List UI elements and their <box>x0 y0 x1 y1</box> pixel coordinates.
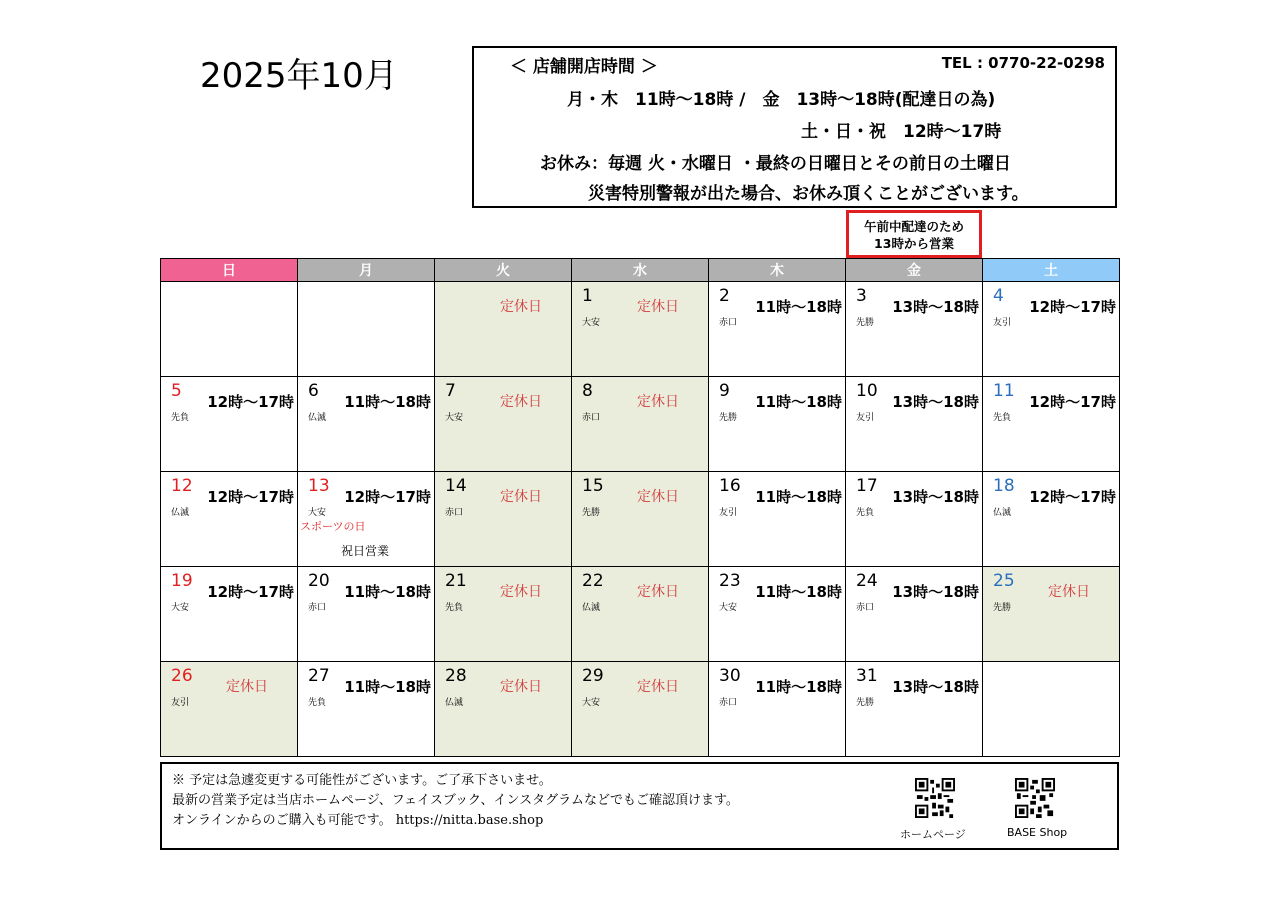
day-number: 28 <box>445 666 467 686</box>
store-hours-box <box>472 46 1117 208</box>
calendar-day-cell <box>161 662 298 757</box>
opening-hours: 13時〜18時 <box>892 678 979 696</box>
homepage-qr-label: ホームページ <box>900 828 966 841</box>
closed-day-label: 定休日 <box>637 584 679 600</box>
calendar-day-cell <box>161 567 298 662</box>
day-number: 16 <box>719 476 741 496</box>
calendar-day-cell <box>161 377 298 472</box>
day-number: 31 <box>856 666 878 686</box>
day-number: 26 <box>171 666 193 686</box>
rokuyo-label: 友引 <box>171 698 190 708</box>
calendar-day-cell <box>298 567 435 662</box>
calendar-body <box>161 282 1120 757</box>
rokuyo-label: 先負 <box>856 508 875 518</box>
base-shop-qr-label: BASE Shop <box>1007 826 1068 839</box>
weekday-header: 金 <box>846 259 983 282</box>
calendar-day-cell <box>435 472 572 567</box>
opening-hours: 11時〜18時 <box>755 393 842 411</box>
calendar-day-cell <box>846 472 983 567</box>
weekday-header-row <box>161 259 1120 282</box>
day-number: 5 <box>171 381 182 401</box>
rokuyo-label: 先勝 <box>856 318 875 328</box>
month-title: 2025年10月 <box>200 56 398 96</box>
calendar-day-cell <box>983 662 1120 757</box>
opening-hours: 13時〜18時 <box>892 393 979 411</box>
day-number: 27 <box>308 666 330 686</box>
rokuyo-label: 大安 <box>308 508 327 518</box>
hours-heading: ＜ 店舗開店時間 ＞ <box>510 57 658 77</box>
closed-day-label: 定休日 <box>500 299 542 315</box>
day-number: 29 <box>582 666 604 686</box>
day-number: 9 <box>719 381 730 401</box>
rokuyo-label: 友引 <box>993 318 1012 328</box>
calendar-day-cell <box>572 567 709 662</box>
calendar-day-cell <box>298 377 435 472</box>
opening-hours: 11時〜18時 <box>755 583 842 601</box>
rokuyo-label: 先勝 <box>719 413 738 423</box>
rokuyo-label: 仏滅 <box>993 508 1012 518</box>
base-shop-qr-icon[interactable] <box>1012 778 1058 818</box>
day-number: 21 <box>445 571 467 591</box>
day-number: 2 <box>719 286 730 306</box>
day-number: 7 <box>445 381 456 401</box>
friday-notice-line2: 13時から営業 <box>874 236 954 251</box>
day-number: 22 <box>582 571 604 591</box>
calendar-day-cell <box>298 472 435 567</box>
day-number: 13 <box>308 476 330 496</box>
opening-hours: 12時〜17時 <box>1029 393 1116 411</box>
day-number: 8 <box>582 381 593 401</box>
holiday-open-note: 祝日営業 <box>341 544 390 558</box>
day-number: 12 <box>171 476 193 496</box>
opening-hours: 13時〜18時 <box>892 298 979 316</box>
footer-box <box>160 762 1119 850</box>
calendar-day-cell <box>161 282 298 377</box>
rokuyo-label: 仏滅 <box>171 508 190 518</box>
closed-day-label: 定休日 <box>1048 584 1090 600</box>
closed-day-label: 定休日 <box>637 394 679 410</box>
opening-hours: 11時〜18時 <box>755 298 842 316</box>
opening-hours: 11時〜18時 <box>344 583 431 601</box>
calendar-day-cell <box>435 567 572 662</box>
calendar-day-cell <box>983 472 1120 567</box>
opening-hours: 13時〜18時 <box>892 488 979 506</box>
day-number: 6 <box>308 381 319 401</box>
friday-notice-line1: 午前中配達のため <box>863 219 964 234</box>
disaster-notice: 災害特別警報が出た場合、お休み頂くことがございます。 <box>588 184 1029 204</box>
closed-day-label: 定休日 <box>500 679 542 695</box>
hours-weekday: 月・木 11時〜18時 / 金 13時〜18時(配達日の為) <box>567 90 996 110</box>
rokuyo-label: 先勝 <box>993 603 1012 613</box>
rokuyo-label: 先勝 <box>582 508 601 518</box>
opening-hours: 13時〜18時 <box>892 583 979 601</box>
rokuyo-label: 仏滅 <box>445 698 464 708</box>
calendar-day-cell <box>846 377 983 472</box>
rokuyo-label: 先負 <box>993 413 1012 423</box>
calendar-day-cell <box>709 377 846 472</box>
friday-notice <box>846 210 982 258</box>
rokuyo-label: 赤口 <box>445 508 464 518</box>
closed-day-label: 定休日 <box>226 679 268 695</box>
day-number: 23 <box>719 571 741 591</box>
day-number: 4 <box>993 286 1004 306</box>
day-number: 30 <box>719 666 741 686</box>
homepage-qr-icon[interactable] <box>912 778 958 818</box>
rokuyo-label: 先勝 <box>856 698 875 708</box>
closed-day-label: 定休日 <box>500 584 542 600</box>
rokuyo-label: 友引 <box>856 413 875 423</box>
opening-hours: 12時〜17時 <box>207 488 294 506</box>
rokuyo-label: 赤口 <box>308 603 327 613</box>
opening-hours: 11時〜18時 <box>755 488 842 506</box>
opening-hours: 12時〜17時 <box>1029 298 1116 316</box>
day-number: 20 <box>308 571 330 591</box>
closed-day-label: 定休日 <box>637 299 679 315</box>
calendar-day-cell <box>572 282 709 377</box>
rokuyo-label: 赤口 <box>719 698 738 708</box>
day-number: 25 <box>993 571 1015 591</box>
opening-hours: 12時〜17時 <box>344 488 431 506</box>
calendar-week-row <box>161 472 1120 567</box>
rokuyo-label: 大安 <box>582 318 601 328</box>
day-number: 24 <box>856 571 878 591</box>
calendar-day-cell <box>572 472 709 567</box>
opening-hours: 12時〜17時 <box>207 583 294 601</box>
phone-number: TEL : 0770-22-0298 <box>941 54 1105 72</box>
opening-hours: 12時〜17時 <box>1029 488 1116 506</box>
calendar-week-row <box>161 567 1120 662</box>
weekday-header: 月 <box>298 259 435 282</box>
calendar-day-cell <box>435 662 572 757</box>
day-number: 17 <box>856 476 878 496</box>
rokuyo-label: 大安 <box>719 603 738 613</box>
calendar-day-cell <box>983 377 1120 472</box>
closed-day-label: 定休日 <box>637 679 679 695</box>
rokuyo-label: 大安 <box>445 413 464 423</box>
calendar-week-row <box>161 662 1120 757</box>
closed-day-label: 定休日 <box>500 394 542 410</box>
holiday-name: スポーツの日 <box>300 520 366 533</box>
rokuyo-label: 大安 <box>171 603 190 613</box>
rokuyo-label: 友引 <box>719 508 738 518</box>
weekday-header: 日 <box>161 259 298 282</box>
weekday-header: 土 <box>983 259 1120 282</box>
closed-days: お休み：毎週 火・水曜日 ・最終の日曜日とその前日の土曜日 <box>540 154 1011 174</box>
opening-hours: 11時〜18時 <box>344 393 431 411</box>
footer-note-2: 最新の営業予定は当店ホームページ、フェイスブック、インスタグラムなどでもご確認頂けます。 <box>172 793 739 808</box>
rokuyo-label: 仏滅 <box>308 413 327 423</box>
calendar-day-cell <box>572 377 709 472</box>
day-number: 15 <box>582 476 604 496</box>
weekday-header: 火 <box>435 259 572 282</box>
rokuyo-label: 先負 <box>445 603 464 613</box>
calendar-day-cell <box>435 377 572 472</box>
rokuyo-label: 大安 <box>582 698 601 708</box>
day-number: 14 <box>445 476 467 496</box>
weekday-header: 木 <box>709 259 846 282</box>
footer-note-1: ※ 予定は急遽変更する可能性がございます。ご了承下さいませ。 <box>172 773 552 788</box>
calendar-day-cell <box>709 282 846 377</box>
day-number: 10 <box>856 381 878 401</box>
opening-hours: 12時〜17時 <box>207 393 294 411</box>
rokuyo-label: 先負 <box>308 698 327 708</box>
rokuyo-label: 先負 <box>171 413 190 423</box>
opening-hours: 11時〜18時 <box>755 678 842 696</box>
calendar-day-cell <box>709 567 846 662</box>
rokuyo-label: 仏滅 <box>582 603 601 613</box>
calendar-day-cell <box>846 282 983 377</box>
weekday-header: 水 <box>572 259 709 282</box>
day-number: 11 <box>993 381 1015 401</box>
closed-day-label: 定休日 <box>637 489 679 505</box>
hours-weekend: 土・日・祝 12時〜17時 <box>801 122 1002 142</box>
day-number: 19 <box>171 571 193 591</box>
calendar-day-cell <box>298 282 435 377</box>
calendar-day-cell <box>709 472 846 567</box>
calendar-day-cell <box>846 567 983 662</box>
day-number: 3 <box>856 286 867 306</box>
calendar-day-cell <box>161 472 298 567</box>
closed-day-label: 定休日 <box>500 489 542 505</box>
calendar-day-cell <box>983 567 1120 662</box>
calendar-week-row <box>161 377 1120 472</box>
footer-note-3: オンラインからのご購入も可能です。 https://nitta.base.shop <box>172 813 544 828</box>
rokuyo-label: 赤口 <box>856 603 875 613</box>
calendar-day-cell <box>709 662 846 757</box>
rokuyo-label: 赤口 <box>719 318 738 328</box>
calendar-day-cell <box>983 282 1120 377</box>
calendar-day-cell <box>298 662 435 757</box>
calendar-grid <box>160 258 1120 757</box>
rokuyo-label: 赤口 <box>582 413 601 423</box>
calendar-week-row <box>161 282 1120 377</box>
calendar-day-cell <box>846 662 983 757</box>
day-number: 18 <box>993 476 1015 496</box>
calendar-day-cell <box>435 282 572 377</box>
calendar-day-cell <box>572 662 709 757</box>
opening-hours: 11時〜18時 <box>344 678 431 696</box>
day-number: 1 <box>582 286 593 306</box>
